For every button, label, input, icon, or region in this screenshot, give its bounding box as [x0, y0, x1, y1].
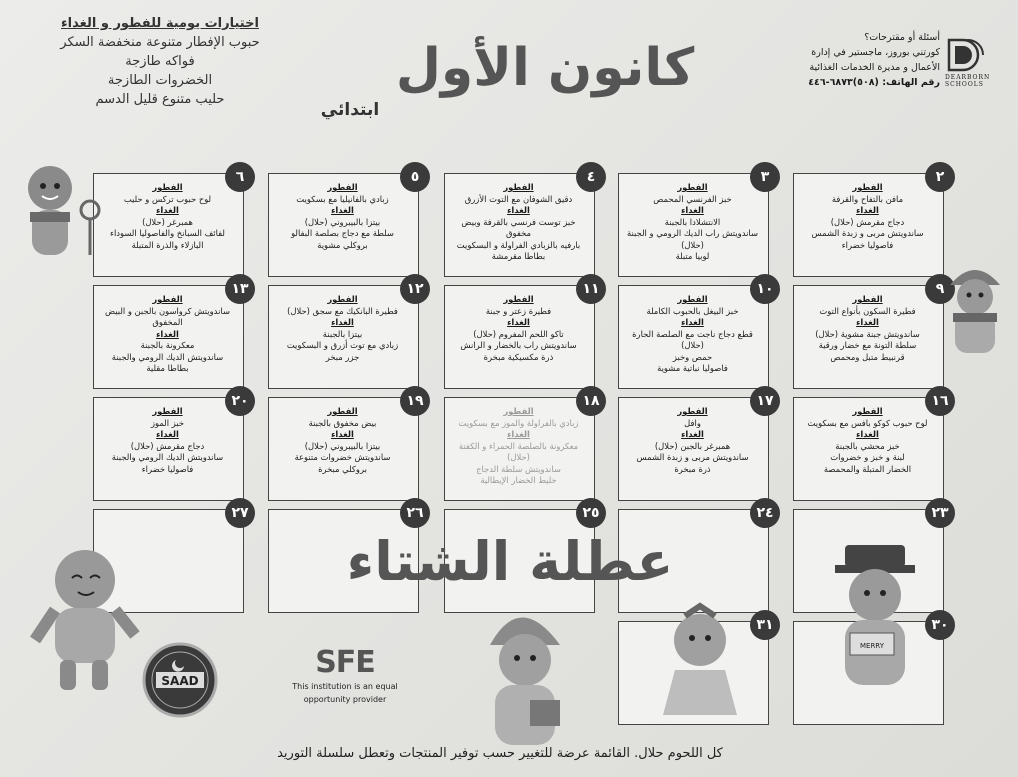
lunch-item: الانتشلادا بالجبنة: [664, 216, 721, 227]
lunch-label: الغداء: [156, 205, 179, 215]
day-number-badge: ١٩: [400, 386, 430, 416]
lunch-item: خليط الخضار الإيطالية: [480, 475, 557, 485]
lunch-label: الغداء: [681, 205, 704, 215]
lunch-item: جزر مبخر: [325, 351, 360, 362]
day-menu: [798, 406, 937, 496]
day-menu: [273, 182, 412, 272]
lunch-item: معكرونة بالجبنة: [140, 340, 195, 350]
lunch-item: ساندويتش جبنة مشوية (حلال): [815, 328, 920, 339]
day-number-badge: ٢: [925, 162, 955, 192]
lunch-label: الغداء: [331, 429, 354, 439]
contact-role: الأعمال و مديرة الخدمات الغذائية: [809, 62, 940, 73]
lunch-label: الغداء: [507, 429, 530, 439]
lunch-item: ساندويتش راب بالخضار و الرانش: [460, 340, 577, 350]
calendar-day-cell: [268, 169, 420, 277]
calendar-day-cell: [268, 281, 424, 389]
breakfast-item: زبادي بالفانيليا مع بسكويت: [296, 193, 389, 204]
lunch-item: حمص وخبز: [672, 351, 713, 362]
page-title: كانون الأول: [395, 38, 695, 98]
saad-text: SAAD: [161, 674, 199, 688]
lunch-label: الغداء: [331, 205, 354, 215]
greeting-card-text: MERRY: [859, 642, 885, 650]
breakfast-label: الفطور: [503, 294, 534, 304]
footer-note: كل اللحوم حلال. القائمة عرضة للتغيير حسب توفير المنتجات وتعطل سلسلة التوريد: [277, 746, 723, 761]
sfe-statement-line-1: This institution is an equal: [292, 682, 398, 691]
lunch-item: بطاطا مقلية: [146, 363, 189, 373]
day-number-badge: ٢٤: [750, 498, 780, 528]
lunch-item: همبرغر (حلال): [142, 216, 193, 227]
daily-options-heading: اختيارات يومية للفطور و الغداء: [61, 16, 259, 31]
lunch-label: الغداء: [507, 317, 530, 327]
calendar-day-cell: [618, 281, 774, 389]
day-number-badge: ٩: [925, 274, 955, 304]
gingerbread-icon: [820, 535, 930, 715]
lunch-item: فاصوليا خضراء: [841, 239, 894, 250]
daily-option-item: فواكه طازجة: [125, 54, 195, 69]
day-number-badge: ٢٣: [925, 498, 955, 528]
gingerbread-icon: [655, 600, 745, 720]
breakfast-label: الفطور: [152, 406, 183, 416]
lunch-item: بطاطا مقرمشة: [491, 251, 546, 261]
lunch-item: فاصوليا نباتية مشوية: [657, 363, 728, 373]
breakfast-label: الفطور: [852, 294, 883, 304]
breakfast-label: الفطور: [327, 406, 358, 416]
day-number-badge: ١٢: [400, 274, 430, 304]
lunch-item: خبز توست فرنسي بالقرفة وبيض مخفوق: [461, 216, 576, 238]
daily-options: [40, 14, 280, 109]
breakfast-label: الفطور: [677, 406, 708, 416]
lunch-label: الغداء: [156, 429, 179, 439]
sfe-logo: [280, 645, 410, 715]
calendar-day-cell: [444, 281, 600, 389]
breakfast-item: فطيرة زعتر و جبنة: [485, 305, 552, 316]
lunch-label: الغداء: [681, 317, 704, 327]
calendar-day-cell: [268, 393, 424, 501]
saad-logo-icon: [140, 640, 220, 720]
daily-option-item: حبوب الإفطار متنوعة منخفضة السكر: [60, 35, 260, 50]
logo-line-2: SCHOOLS: [945, 81, 984, 88]
day-number-badge: ٦: [225, 162, 255, 192]
day-menu: [98, 182, 237, 272]
lunch-item: ذرة مكسيكية مبخرة: [483, 351, 554, 362]
daily-option-item: حليب متنوع قليل الدسم: [95, 92, 225, 107]
day-number-badge: ١١: [576, 274, 606, 304]
day-menu: [98, 406, 237, 496]
day-number-badge: ٤: [576, 162, 606, 192]
day-menu: [449, 294, 588, 384]
lunch-item: خبز محشي بالجبنة: [835, 440, 900, 451]
page-subtitle: ابتدائي: [320, 100, 380, 120]
lunch-item: بيتزا بالجبنة: [322, 328, 363, 339]
saad-badge: [140, 640, 220, 720]
breakfast-label: الفطور: [503, 406, 534, 416]
lunch-item: ساندويتش الديك الرومي والجبنة: [111, 351, 224, 362]
lunch-item: بروكلي مشوية: [317, 239, 368, 250]
lunch-item: ساندويتش مربى و زبدة الشمس: [636, 452, 749, 462]
lunch-item: معكرونة بالصلصة الحمراء و الكفتة (حلال): [458, 440, 579, 462]
lunch-item: لوبيا متبلة: [675, 251, 710, 261]
lunch-item: سلطة مع دجاج بصلصة البفالو: [291, 228, 394, 238]
breakfast-item: فطيرة البانكيك مع سجق (حلال): [287, 305, 398, 316]
lunch-item: قطع دجاج ناجت مع الصلصة الحارة (حلال): [632, 328, 753, 350]
lunch-item: همبرغر بالجبن (حلال): [654, 440, 731, 451]
lunch-item: لفائف السبانخ والفاصوليا السوداء: [110, 228, 225, 238]
lunch-label: الغداء: [507, 205, 530, 215]
lunch-item: ذرة مبخرة: [674, 463, 711, 474]
breakfast-item: لوح حبوب تركس و حليب: [123, 193, 212, 204]
lunch-label: الغداء: [331, 317, 354, 327]
breakfast-item: ساندويتش كرواسون بالجبن و البيض المخفوق: [105, 305, 230, 327]
day-number-badge: ٢٦: [400, 498, 430, 528]
calendar-day-cell: [444, 393, 600, 501]
logo-text: [945, 74, 1001, 88]
day-number-badge: ٣٠: [925, 610, 955, 640]
breakfast-label: الفطور: [152, 182, 183, 192]
lunch-item: بروكلي مبخرة: [318, 463, 367, 474]
breakfast-item: بيض مخفوق بالجبنة: [308, 417, 377, 428]
contact-question: أسئلة أو مقترحات؟: [864, 32, 940, 43]
day-menu: [449, 406, 588, 496]
logo-line-1: DEARBORN: [945, 74, 991, 81]
day-menu: [798, 294, 937, 384]
gingerbread-icon: [20, 540, 140, 700]
calendar-day-cell: [444, 169, 596, 277]
contact-info: [770, 30, 940, 90]
lunch-item: دجاج مقرمش (حلال): [830, 216, 905, 227]
breakfast-item: زبادي بالفراولة والموز مع بسكويت: [458, 417, 579, 428]
breakfast-item: خبز البيغل بالحبوب الكاملة: [646, 305, 739, 316]
day-number-badge: ٢٧: [225, 498, 255, 528]
gingerbread-icon: [935, 255, 1015, 375]
breakfast-item: لوح حبوب كوكو بافس مع بسكويت: [807, 417, 928, 428]
daily-option-item: الخضروات الطازجة: [107, 73, 213, 88]
contact-name: كورتني بوروز، ماجستير في إدارة: [811, 47, 940, 58]
lunch-item: قرنبيط متبل ومحمص: [830, 351, 905, 362]
lunch-label: الغداء: [856, 317, 879, 327]
day-number-badge: ١٦: [925, 386, 955, 416]
lunch-item: ساندويتش راب الديك الرومي و الجبنة (حلال): [627, 228, 758, 250]
breakfast-label: الفطور: [852, 182, 883, 192]
lunch-item: ساندويتش سلطة الدجاج: [476, 463, 561, 474]
breakfast-item: مافن بالتفاح والقرفة: [831, 193, 904, 204]
calendar-day-cell: [618, 169, 770, 277]
lunch-item: بيتزا بالبيبروني (حلال): [304, 216, 381, 227]
day-number-badge: ١٠: [750, 274, 780, 304]
lunch-item: زبادي مع توت أزرق و البسكويت: [286, 340, 399, 350]
lunch-item: فاصوليا خضراء: [141, 463, 194, 474]
breakfast-label: الفطور: [503, 182, 534, 192]
day-menu: [623, 182, 762, 272]
calendar-day-cell: [93, 393, 249, 501]
day-menu: [273, 406, 412, 496]
dearborn-logo: [945, 36, 993, 92]
lunch-item: بيتزا بالبيبروني (حلال): [304, 440, 381, 451]
day-menu: [798, 182, 937, 272]
lunch-item: الخضار المتبلة والمحمصة: [823, 463, 912, 474]
breakfast-label: الفطور: [327, 182, 358, 192]
breakfast-item: دقيق الشوفان مع التوت الأزرق: [464, 193, 573, 204]
lunch-item: البازلاء والذرة المتبلة: [131, 239, 204, 250]
lunch-item: لبنة و خبز و خضروات: [830, 452, 905, 462]
lunch-item: ساندويتش مربى و زبدة الشمس: [811, 228, 924, 238]
day-number-badge: ٣١: [750, 610, 780, 640]
lunch-item: بارفيه بالزبادي الفراولة و البسكويت: [456, 239, 581, 250]
day-number-badge: ١٣: [225, 274, 255, 304]
sfe-mark: SFE: [315, 645, 375, 680]
lunch-label: الغداء: [156, 328, 179, 339]
lunch-item: تاكو اللحم المفروم (حلال): [473, 328, 564, 339]
breakfast-label: الفطور: [852, 406, 883, 416]
day-number-badge: ٥: [400, 162, 430, 192]
day-number-badge: ١٧: [750, 386, 780, 416]
lunch-label: الغداء: [856, 205, 879, 215]
calendar-day-cell: [618, 393, 774, 501]
breakfast-label: الفطور: [327, 294, 358, 304]
lunch-item: سلطة التونة مع خضار ورقية: [818, 340, 917, 350]
day-number-badge: ٢٥: [576, 498, 606, 528]
contact-phone: رقم الهاتف: (٥٠٨)٦٨٧٣-٤٤٦: [808, 77, 940, 88]
lunch-label: الغداء: [856, 429, 879, 439]
day-number-badge: ٢٠: [225, 386, 255, 416]
calendar-day-cell: [793, 281, 945, 389]
day-menu: [623, 406, 762, 496]
calendar-day-cell: [793, 169, 945, 277]
sfe-statement-line-2: opportunity provider: [303, 695, 387, 704]
lunch-item: دجاج مقرمش (حلال): [130, 440, 205, 451]
gingerbread-icon: [10, 160, 105, 280]
breakfast-item: خبز الموز: [150, 417, 185, 428]
calendar-day-cell: [93, 281, 249, 389]
dearborn-logo-icon: [945, 36, 989, 74]
breakfast-label: الفطور: [152, 294, 183, 304]
calendar-day-cell: [93, 169, 245, 277]
calendar-day-cell: [793, 393, 949, 501]
breakfast-item: فطيرة السكون بأنواع التوت: [819, 305, 916, 316]
day-menu: [449, 182, 588, 272]
day-number-badge: ١٨: [576, 386, 606, 416]
lunch-item: ساندويتش الديك الرومي والجبنة: [111, 452, 224, 462]
day-menu: [98, 294, 237, 384]
day-menu: [273, 294, 412, 384]
day-number-badge: ٣: [750, 162, 780, 192]
breakfast-item: خبز الفرنسي المحمص: [653, 193, 732, 204]
breakfast-label: الفطور: [677, 182, 708, 192]
winter-break-label: عطلة الشتاء: [346, 530, 674, 593]
lunch-item: ساندويتش خضروات متنوعة: [294, 452, 391, 462]
lunch-label: الغداء: [681, 429, 704, 439]
breakfast-label: الفطور: [677, 294, 708, 304]
breakfast-item: وافل: [684, 417, 701, 428]
day-menu: [623, 294, 762, 384]
